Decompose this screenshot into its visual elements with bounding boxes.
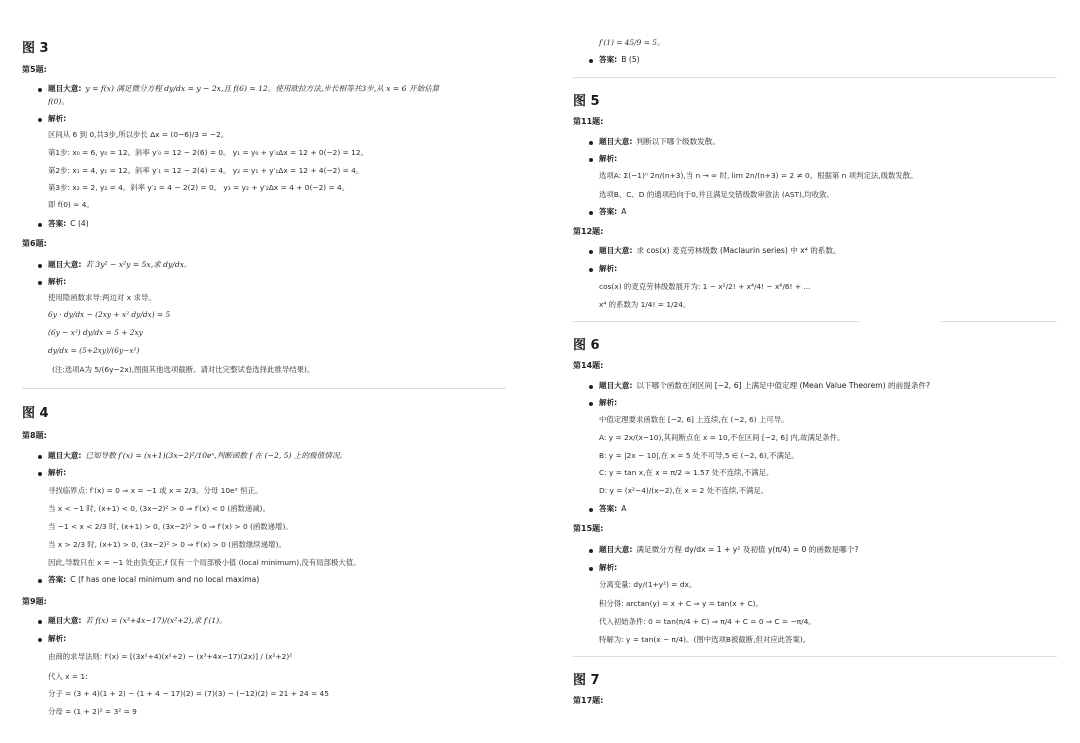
q9-summary [48, 616, 227, 626]
q12-line: cos(x) 的麦克劳林级数展开为: 1 − x²/2! + x⁴/4! − x⁶/6! + ... [599, 282, 811, 291]
figure-3-title: 图 3 [22, 41, 49, 56]
q9-answer [599, 55, 640, 65]
q8-summary [48, 451, 347, 461]
answer-label: 答案: [48, 575, 67, 584]
analysis-label: 解析: [599, 398, 618, 407]
question-14-label: 第14题: [573, 361, 604, 370]
q5-analysis [48, 114, 70, 124]
analysis-label: 解析: [599, 563, 618, 572]
summary-label: 题目大意: [48, 451, 82, 460]
question-5-label: 第5题: [22, 65, 47, 74]
q8-answer [48, 575, 259, 585]
q5-line: 第2步: x₁ = 4, y₁ = 12。斜率 y′₁ = 12 − 2(4) = 4。 y₂ = y₁ + y′₁Δx = 12 + 4(−2) = 4。 [48, 166, 364, 175]
q5-answer [48, 219, 89, 229]
q14-analysis [599, 398, 621, 408]
q9-line: 由商的求导法则: f′(x) = [(3x²+4)(x²+2) − (x³+4x−17)(2x)] / (x²+2)² [48, 652, 293, 661]
analysis-label: 解析: [48, 468, 67, 477]
question-9-label: 第9题: [22, 597, 47, 606]
answer-label: 答案: [599, 55, 618, 64]
q11-answer [599, 207, 626, 217]
q14-line: 中值定理要求函数在 [−2, 6] 上连续,在 (−2, 6) 上可导。 [599, 415, 789, 424]
answer-label: 答案: [599, 207, 618, 216]
q9-line: 代入 x = 1: [48, 672, 88, 681]
q15-analysis [599, 563, 621, 573]
q12-line: x⁴ 的系数为 1/4! = 1/24。 [599, 300, 691, 309]
q8-line: 当 x > 2/3 时, (x+1) > 0, (3x−2)² > 0 ⇒ f′(x) > 0 (函数继续递增)。 [48, 540, 286, 549]
q6-line: 6y · dy/dx − (2xy + x² dy/dx) = 5 [48, 310, 171, 319]
q14-line: A: y = 2x/(x−10),其间断点在 x = 10,不在区间 [−2, 6] 内,故满足条件。 [599, 433, 845, 442]
q14-line: D: y = (x²−4)/(x−2),在 x = 2 处不连续,不满足。 [599, 486, 769, 495]
summary-label: 题目大意: [48, 616, 82, 625]
q15-line: 特解为: y = tan(x − π/4)。(图中选项B被截断,但对应此答案)。 [599, 635, 811, 644]
q11-line: 选项B、C、D 的通项趋向于0,并且满足交错级数审敛法 (AST),均收敛。 [599, 190, 834, 199]
q6-line: dy/dx = (5+2xy)/(6y−x²) [48, 346, 140, 355]
answer-text: C (4) [70, 219, 89, 228]
answer-text: B (5) [621, 55, 640, 64]
q5-line: 第1步: x₀ = 6, y₀ = 12。斜率 y′₀ = 12 − 2(6) = 0。 y₁ = y₀ + y′₀Δx = 12 + 0(−2) = 12。 [48, 148, 368, 157]
q5-summary-cont: f(0)。 [48, 97, 69, 106]
divider [573, 656, 1057, 657]
q9-analysis [48, 634, 70, 644]
question-12-label: 第12题: [573, 227, 604, 236]
q12-summary [599, 246, 841, 256]
q5-line: 区间从 6 到 0,共3步,所以步长 Δx = (0−6)/3 = −2。 [48, 130, 229, 139]
q14-line: C: y = tan x,在 x = π/2 ≈ 1.57 处不连续,不满足。 [599, 468, 774, 477]
summary-text: 若 3y² − x²y = 5x,求 dy/dx。 [85, 260, 192, 269]
q8-line: 当 x < −1 时, (x+1) < 0, (3x−2)² > 0 ⇒ f′(x) < 0 (函数递减)。 [48, 504, 270, 513]
q9-line: 分子 = (3 + 4)(1 + 2) − (1 + 4 − 17)(2) = (7)(3) − (−12)(2) = 21 + 24 = 45 [48, 689, 329, 698]
q6-line: 使用隐函数求导:两边对 x 求导。 [48, 293, 156, 302]
q15-line: 代入初始条件: 0 = tan(π/4 + C) ⇒ π/4 + C = 0 ⇒ C = −π/4。 [599, 617, 816, 626]
q6-note: (注:选项A为 5/(6y−2x),图面其他选项截断。请对比完整试卷选择此推导结果)。 [52, 365, 315, 374]
answer-text: A [621, 504, 627, 513]
figure-7-title: 图 7 [573, 673, 600, 688]
q15-summary [599, 545, 858, 555]
divider [941, 321, 1057, 322]
q15-line: 积分得: arctan(y) = x + C ⇒ y = tan(x + C)。 [599, 599, 763, 608]
analysis-label: 解析: [48, 114, 67, 123]
question-17-label: 第17题: [573, 696, 604, 705]
summary-text: y = f(x) 满足微分方程 dy/dx = y − 2x,且 f(6) = 12。使用欧拉方法,步长相等共3步,从 x = 6 开始估算 [85, 84, 440, 93]
summary-label: 题目大意: [599, 246, 633, 255]
analysis-label: 解析: [48, 277, 67, 286]
summary-text: 以下哪个函数在闭区间 [−2, 6] 上满足中值定理 (Mean Value Theorem) 的前提条件? [636, 381, 931, 390]
q5-summary [48, 84, 439, 94]
answer-label: 答案: [599, 504, 618, 513]
summary-label: 题目大意: [599, 137, 633, 146]
q14-answer [599, 504, 626, 514]
q8-line: 因此,导数只在 x = −1 处由负变正,f 仅有一个局部极小值 (local minimum),没有局部极大值。 [48, 558, 361, 567]
answer-label: 答案: [48, 219, 67, 228]
summary-label: 题目大意: [48, 260, 82, 269]
divider [22, 388, 506, 389]
q8-analysis [48, 468, 70, 478]
figure-6-title: 图 6 [573, 338, 600, 353]
summary-label: 题目大意: [599, 381, 633, 390]
summary-text: 求 cos(x) 麦克劳林级数 (Maclaurin series) 中 x⁴ 的系数。 [636, 246, 841, 255]
summary-label: 题目大意: [599, 545, 633, 554]
divider [573, 77, 1057, 78]
q11-line: 选项A: Σ(−1)ⁿ 2n/(n+3),当 n → ∞ 时, lim 2n/(n+3) = 2 ≠ 0。根据第 n 项判定法,级数发散。 [599, 171, 918, 180]
q6-line: (6y − x²) dy/dx = 5 + 2xy [48, 328, 143, 337]
q9-result: f′(1) = 45/9 = 5。 [599, 38, 665, 47]
answer-text: C (f has one local minimum and no local maxima) [70, 575, 260, 584]
q5-line: 即 f(0) ≈ 4。 [48, 200, 94, 209]
q9-line: 分母 = (1 + 2)² = 3² = 9 [48, 707, 137, 716]
q11-summary [599, 137, 720, 147]
q15-line: 分离变量: dy/(1+y²) = dx。 [599, 580, 697, 589]
summary-label: 题目大意: [48, 84, 82, 93]
figure-4-title: 图 4 [22, 406, 49, 421]
q14-summary [599, 381, 930, 391]
summary-text: 已知导数 f′(x) = (x+1)(3x−2)²/10eˣ,判断函数 f 在 (−2, 5) 上的极值情况。 [85, 451, 348, 460]
q8-line: 当 −1 < x < 2/3 时, (x+1) > 0, (3x−2)² > 0 ⇒ f′(x) > 0 (函数递增)。 [48, 522, 293, 531]
figure-5-title: 图 5 [573, 94, 600, 109]
analysis-label: 解析: [48, 634, 67, 643]
q11-analysis [599, 154, 621, 164]
summary-text: 判断以下哪个级数发散。 [636, 137, 720, 146]
question-11-label: 第11题: [573, 117, 604, 126]
divider [573, 321, 859, 322]
q6-summary [48, 260, 192, 270]
q5-line: 第3步: x₂ = 2, y₂ = 4。斜率 y′₂ = 4 − 2(2) = 0。 y₃ = y₂ + y′₂Δx = 4 + 0(−2) = 4。 [48, 183, 350, 192]
analysis-label: 解析: [599, 154, 618, 163]
q8-line: 寻找临界点: f′(x) = 0 ⇒ x = −1 或 x = 2/3。分母 10eˣ 恒正。 [48, 486, 263, 495]
question-6-label: 第6题: [22, 239, 47, 248]
question-8-label: 第8题: [22, 431, 47, 440]
answer-text: A [621, 207, 627, 216]
q12-analysis [599, 264, 621, 274]
q6-analysis [48, 277, 70, 287]
summary-text: 满足微分方程 dy/dx = 1 + y² 及初值 y(π/4) = 0 的函数是哪个? [636, 545, 859, 554]
q14-line: B: y = |2x − 10|,在 x = 5 处不可导,5 ∈ (−2, 6),不满足。 [599, 451, 799, 460]
summary-text: 若 f(x) = (x³+4x−17)/(x²+2),求 f′(1)。 [85, 616, 227, 625]
question-15-label: 第15题: [573, 524, 604, 533]
analysis-label: 解析: [599, 264, 618, 273]
